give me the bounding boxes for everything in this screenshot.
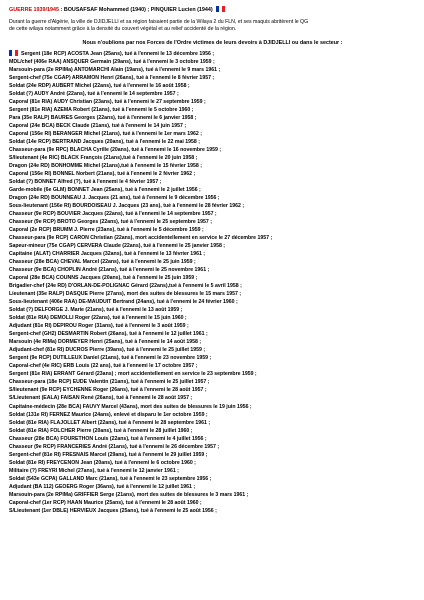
casualty-entry-text: Garde-mobile (6e GLM) BONNET Jean (25ans), tué à l'ennemi le 2 juillet 1956 ; — [9, 187, 201, 194]
casualty-entry — [9, 50, 416, 58]
memorial-note: Nous n'oublions par nos Forces de l'Ordre victimes de leurs devoirs à DJIDJELLI ou dans le secteur : — [82, 39, 343, 46]
casualty-entry-text: Sergent-chef (75e CGAP) ARRAMON Henri (26ans), tué à l'ennemi le 8 février 1957 ; — [9, 74, 215, 81]
casualty-entry-text: Adjudant (BA 112) GEOERG Roger (36ans), tué à l'ennemi le 12 juillet 1961 ; — [9, 483, 196, 490]
casualty-entry — [9, 250, 416, 258]
casualty-entry — [9, 467, 416, 475]
casualty-entry — [9, 218, 416, 226]
casualty-entry-text: Sergent (81e RIA) AZEMA Robert (21ans), tué à l'ennemi le 5 octobre 1960 ; — [9, 106, 194, 113]
casualty-entry-text: Chasseur-para (9e RCP) CARON Christian (22ans), mort accidentellement en service le 27 décembre 1957 ; — [9, 235, 273, 242]
casualty-entry — [9, 330, 416, 338]
casualty-entry-text: Adjudant (81e RI) DEPIROU Roger (31ans), tué à l'ennemi le 3 août 1959 ; — [9, 323, 189, 330]
casualty-entry-text: Capitaine (ALAT) CHARRIER Jacques (32ans), tué à l'ennemi le 13 février 1961 ; — [9, 251, 206, 258]
casualty-entry-text: Para (35e RALP) BAURES Georges (22ans), tué à l'ennemi le 6 janvier 1958 ; — [9, 114, 197, 121]
intro-line: Durant la guerre d'Algérie, la ville de DJIDJELLI et sa région faisaient partie de la Wilaya 2 du FLN, et ses maquis abritèrent le QG — [9, 19, 309, 25]
casualty-entry — [9, 106, 416, 114]
casualty-entry-text: Caporal (81e RIA) AUDY Christian (23ans), tué à l'ennemi le 27 septembre 1959 ; — [9, 98, 206, 105]
casualty-entry — [9, 66, 416, 74]
casualty-entry — [9, 162, 416, 170]
casualty-entry — [9, 210, 416, 218]
casualty-entry-text: Caporal (24e BCA) BECK Claude (21ans), tué à l'ennemi le 14 juin 1957 ; — [9, 122, 187, 129]
casualty-entry-text: Soldat (81e RIA) FOLCHER Pierre (20ans), tué à l'ennemi le 28 juillet 1960 ; — [9, 427, 193, 434]
casualty-entry-text: Marsouin-para (2e RPIMa) GRIFFIER Serge (21ans), mort des suites de blessures le 3 mars 1961 ; — [9, 491, 249, 498]
casualty-entry — [9, 370, 416, 378]
casualty-entry — [9, 491, 416, 499]
casualty-entry — [9, 258, 416, 266]
casualty-entry — [9, 138, 416, 146]
casualty-entry-text: Sous-lieutenant (156e RI) BOURDOISEAU J. Jacques (23 ans), tué à l'ennemi le 28 février 1962 ; — [9, 203, 245, 210]
casualty-entry-text: Soldat (?) AUDY André (22ans), tué à l'ennemi le 14 septembre 1957 ; — [9, 90, 179, 97]
casualty-entry-text: Sergent (9e RCP) DUTILLEUX Daniel (21ans), tué à l'ennemi le 23 novembre 1959 ; — [9, 355, 212, 362]
casualty-entry — [9, 274, 416, 282]
casualty-entry-text: MDL/chef (406e RAA) ANSQUER Germain (29ans), tué à l'ennemi le 3 octobre 1959 ; — [9, 58, 215, 65]
casualty-entry — [9, 146, 416, 154]
casualty-entry — [9, 234, 416, 242]
casualty-entry-text: Sergent-chef (81e RI) FRESNAIS Marcel (29ans), tué à l'ennemi le 29 juillet 1959 ; — [9, 451, 208, 458]
casualty-entry-text: S/lieutenant (9e RCP) EYCHENNE Roger (26ans), tué à l'ennemi le 28 août 1957 ; — [9, 387, 207, 394]
casualty-entry-text: Caporal (156e RI) BONNEL Norbert (21ans), tué à l'ennemi le 2 février 1962 ; — [9, 171, 196, 178]
casualty-entry-text: Dragon (24e RD) BONHOMME Michel (21ans),tué à l'ennemi le 15 février 1958 ; — [9, 163, 202, 170]
casualty-entry-text: Soldat (?) DELFORGE J. Marie (21ans), tué à l'ennemi le 13 août 1959 ; — [9, 307, 183, 314]
casualty-entry — [9, 186, 416, 194]
casualty-entry — [9, 338, 416, 346]
casualty-entry-text: Chasseur (28e BCA) FOURETHON Louis (22ans), tué à l'ennemi le 4 juillet 1956 ; — [9, 435, 207, 442]
casualty-entry-text: Chasseur (9e RCP) BROTO Georges (22ans), tué à l'ennemi le 25 septembre 1957 ; — [9, 219, 212, 226]
casualty-entry — [9, 202, 416, 210]
title-names: : BOUSAFSAF Mohammed (1940) ; PINQUIER Lucien (1944) — [59, 7, 213, 13]
casualty-entry-text: Soldat (14e RCP) BERTRAND Jacques (20ans), tué à l'ennemi le 22 mai 1958 ; — [9, 138, 200, 145]
casualty-entry-text: Chasseur (9e RCP) FRANCERIES André (21ans), tué à l'ennemi le 26 décembre 1957 ; — [9, 443, 220, 450]
casualty-entry — [9, 435, 416, 443]
casualty-entry — [9, 403, 416, 411]
casualty-entry — [9, 362, 416, 370]
casualty-entry — [9, 475, 416, 483]
casualty-entry-text: Sergent-chef (GH2) DESMARTIN Robert (26ans), tué à l'ennemi le 12 juillet 1961 ; — [9, 331, 208, 338]
casualty-entry-text: Chasseur (28e BCA) CHEVAL Marcel (22ans), tué à l'ennemi le 25 juin 1959 ; — [9, 259, 196, 266]
casualty-entry — [9, 114, 416, 122]
casualty-entry — [9, 322, 416, 330]
casualty-entry — [9, 298, 416, 306]
casualty-entry — [9, 483, 416, 491]
casualty-entry-text: Militaire (?) FREYRI Michel (27ans), tué à l'ennemi le 12 janvier 1961 ; — [9, 467, 179, 474]
casualty-entry — [9, 459, 416, 467]
casualty-entry — [9, 98, 416, 106]
casualty-entry — [9, 58, 416, 66]
casualty-entry — [9, 290, 416, 298]
casualty-entry-text: S/lieutenant (4e RIC) BLACK François (21ans),tué à l'ennemi le 20 juin 1958 ; — [9, 155, 198, 162]
casualty-entry — [9, 443, 416, 451]
casualty-entry-text: Capitaine-médecin (28e BCA) FAUVY Marcel (43ans), mort des suites de blessures le 19 juin 1956 ; — [9, 403, 252, 410]
casualty-entry — [9, 170, 416, 178]
casualty-entry-text: Soldat (81e RI) FREYCENON Jean (20ans), tué à l'ennemi le 6 octobre 1960 ; — [9, 459, 196, 466]
casualty-entry-text: Soldat (543e GCPA) GALLAND Marc (21ans), tué à l'ennemi le 23 septembre 1956 ; — [9, 475, 212, 482]
casualty-entry — [9, 419, 416, 427]
casualty-entry — [9, 427, 416, 435]
casualty-entry — [9, 378, 416, 386]
french-flag-icon — [216, 6, 225, 12]
casualty-entry-text: Caporal (156e RI) BERANGER Michel (21ans), tué à l'ennemi le 1er mars 1962 ; — [9, 130, 202, 137]
casualty-entry-text: Chasseur-para (18e RCP) EUDE Valentin (21ans), tué à l'ennemi le 25 juillet 1957 ; — [9, 379, 210, 386]
casualty-entry-text: Caporal (28e BCA) COUNNS Jacques (20ans), tué à l'ennemi le 25 juin 1959 ; — [9, 275, 198, 282]
casualty-entry-text: Chasseur (9e BCA) CHOPLIN André (21ans), tué à l'ennemi le 25 novembre 1961 ; — [9, 267, 210, 274]
casualty-entry — [9, 178, 416, 186]
document-title — [9, 6, 416, 14]
casualty-entry — [9, 306, 416, 314]
casualty-entry — [9, 226, 416, 234]
casualty-entry-text: Caporal-chef (1er RCP) HAAN Maurice (25ans), tué à l'ennemi le 28 août 1960 ; — [9, 499, 202, 506]
title-war-period: GUERRE 1939/1945 — [9, 7, 60, 13]
casualty-entry-text: Marsouin-para (2e RPIMa) ANTOMARCHI Alain (19ans), tué à l'ennemi le 9 mars 1961 ; — [9, 66, 221, 73]
casualty-entry — [9, 282, 416, 290]
casualty-entry — [9, 451, 416, 459]
casualty-entry-text: Soldat (24e RDP) AUBERT Michel (22ans), tué à l'ennemi le 16 août 1958 ; — [9, 82, 190, 89]
casualty-entry-text: Soldat (?) BONNET Alfred (?), tué à l'ennemi le 4 février 1957 ; — [9, 179, 162, 186]
casualty-entry-text: Dragon (24e RD) BOUNNEAU J. Jacques (21 ans), tué à l'ennemi le 9 décembre 1956 ; — [9, 195, 220, 202]
casualty-entry — [9, 507, 416, 515]
casualty-entry-text: Sergent (81e RIA) ERRANT Gérard (23ans) ; mort accidentellement en service le 23 septembre 1959 ; — [9, 371, 257, 378]
casualty-list — [9, 50, 416, 515]
casualty-entry — [9, 499, 416, 507]
casualty-entry-text: S/Lieutenant (1er DBLE) HERVIEUX Jacques (25ans), tué à l'ennemi le 25 août 1956 ; — [9, 507, 217, 514]
casualty-entry — [9, 266, 416, 274]
intro-line: de cette wilaya notamment grâce à la densité du couvert végétal et au relief accidenté de la région. — [9, 26, 237, 33]
casualty-entry — [9, 82, 416, 90]
casualty-entry — [9, 74, 416, 82]
casualty-entry-text: Soldat (131e RI) FERNEZ Maurice (24ans), enlevé et disparu le 1er octobre 1959 ; — [9, 411, 208, 418]
casualty-entry-text: Brigadier-chef (24e RD) D'ORLAN-DE-POLIGNAC Gérard (22ans),tué à l'ennemi le 5 avril 1958 ; — [9, 283, 242, 290]
casualty-entry — [9, 130, 416, 138]
casualty-entry-text: Chasseur-para (9e RPC) BLACHA Cyrille (20ans), tué à l'ennemi le 16 novembre 1959 ; — [9, 147, 222, 153]
casualty-entry — [9, 346, 416, 354]
casualty-entry — [9, 242, 416, 250]
casualty-entry — [9, 386, 416, 394]
french-flag-icon — [9, 50, 18, 56]
casualty-entry — [9, 411, 416, 419]
casualty-entry-text: Caporal (2e RCP) BRUMM J. Pierre (23ans), tué à l'ennemi le 5 décembre 1959 ; — [9, 227, 204, 234]
casualty-entry-text: Marsouin (4e RIMa) DORMEYER Henri (25ans), tué à l'ennemi le 14 août 1958 ; — [9, 339, 202, 346]
casualty-entry — [9, 122, 416, 130]
casualty-entry-text: Soldat (81e RIA) DEMOLLI Roger (22ans), tué à l'ennemi le 15 juin 1960 ; — [9, 315, 187, 322]
casualty-entry — [9, 354, 416, 362]
casualty-entry — [9, 314, 416, 322]
casualty-entry-text: Caporal-chef (4e RIC) ERB Louis (22 ans), tué à l'ennemi le 17 octobre 1957 ; — [9, 363, 198, 370]
casualty-entry-text: Adjudant-chef (81e RI) DUCROS Pierre (39ans), tué à l'ennemi le 25 juillet 1959 ; — [9, 347, 206, 354]
casualty-entry-text: Sergent (18e RCP) ACOSTA Jean (25ans), tué à l'ennemi le 13 décembre 1956 ; — [21, 50, 215, 57]
casualty-entry-text: Sous-lieutenant (406e RAA) DE-MAUDUIT Bertrand (24ans), tué à l'ennemi le 24 février 1960 ; — [9, 299, 238, 306]
casualty-entry — [9, 90, 416, 98]
casualty-entry-text: Sapeur-mineur (75e CGAP) CERVERA Claude (22ans), tué à l'ennemi le 25 janvier 1958 ; — [9, 243, 226, 250]
casualty-entry-text: Chasseur (9e RCP) BOUVIER Jacques (22ans), tué à l'ennemi le 14 septembre 1957 ; — [9, 211, 217, 218]
casualty-entry — [9, 394, 416, 402]
casualty-entry-text: Soldat (81e RIA) FLAJOLLET Albert (22ans), tué à l'ennemi le 28 septembre 1961 ; — [9, 419, 211, 426]
casualty-entry — [9, 194, 416, 202]
casualty-entry — [9, 154, 416, 162]
casualty-entry-text: Lieutenant (35e RALP) DASQUE Pierre (27ans), mort des suites de blessures le 15 mars 1957 ; — [9, 291, 242, 298]
intro-paragraph — [9, 19, 416, 34]
casualty-entry-text: S/Lieutenant (EALA) FAISAN René (26ans), tué à l'ennemi le 28 août 1957 ; — [9, 395, 193, 402]
